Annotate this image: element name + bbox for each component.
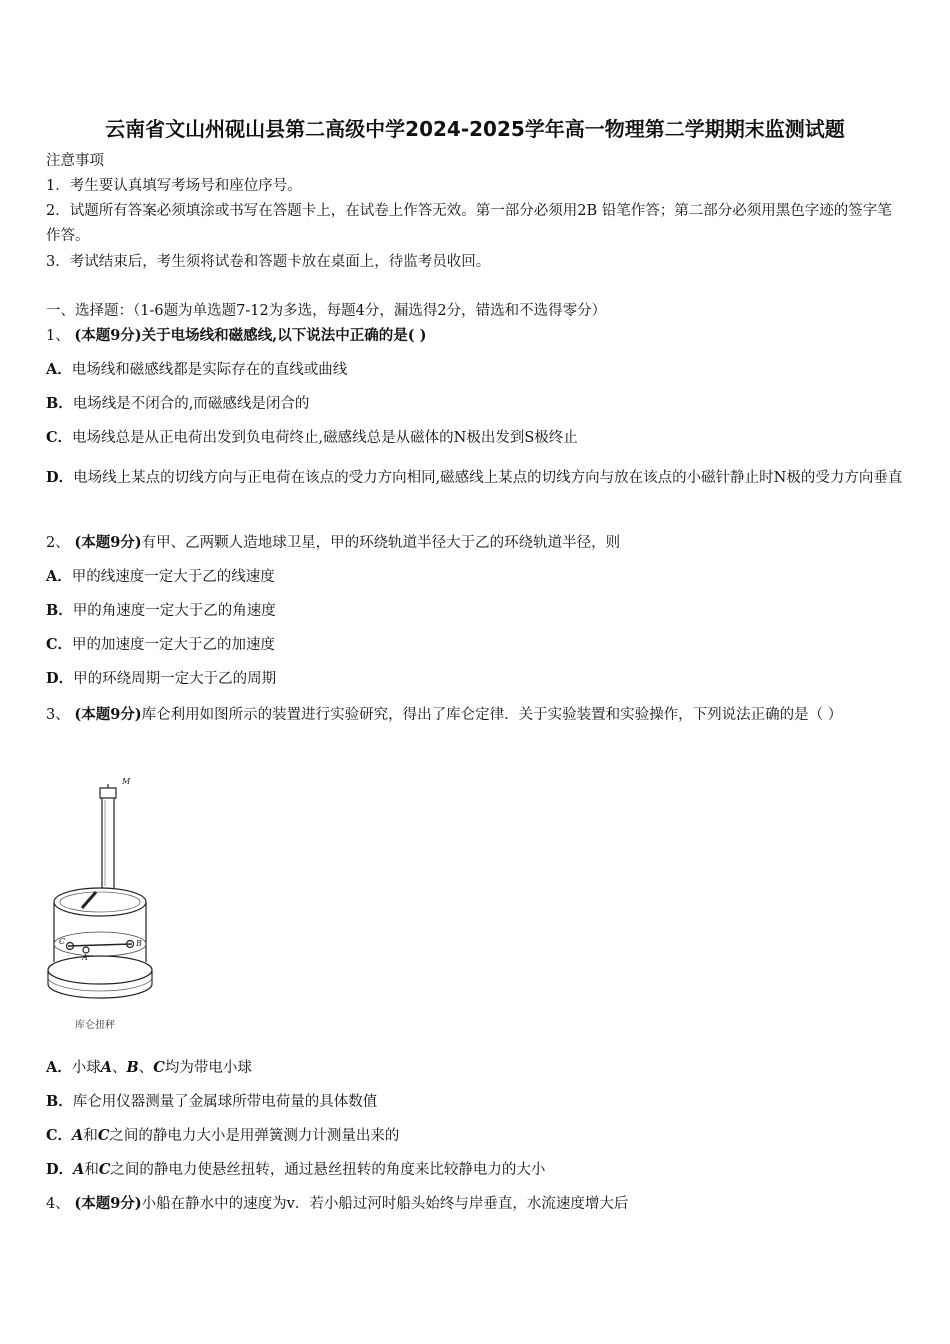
option-letter: B． <box>46 395 73 412</box>
question-score: (本题9分) <box>74 706 142 723</box>
conj: 和 <box>84 1162 99 1178</box>
notice-item-2: 2．试题所有答案必须填涂或书写在答题卡上，在试卷上作答无效。第一部分必须用2B 铅笔作答；第二部分必须用黑色字迹的签字笔作答。 <box>46 203 892 244</box>
question-score: (本题9分) <box>74 1195 142 1212</box>
option-text-post: 均为带电小球 <box>164 1060 252 1076</box>
var-c: C <box>98 1161 111 1178</box>
option-letter: C． <box>46 429 73 446</box>
torsion-head <box>100 788 116 798</box>
question-score: (本题9分) <box>74 534 142 551</box>
option-text-post: 之间的静电力大小是用弹簧测力计测量出来的 <box>109 1128 400 1144</box>
option-text: 甲的加速度一定大于乙的加速度 <box>72 637 276 653</box>
q2-option-a <box>46 567 275 587</box>
q2-option-d <box>46 669 276 689</box>
var-c: C <box>153 1059 165 1076</box>
page-title: 云南省文山州砚山县第二高级中学2024-2025学年高一物理第二学期期末监测试题 <box>105 117 845 141</box>
question-1-stem <box>46 326 426 346</box>
q3-option-c <box>46 1126 399 1146</box>
notice-heading: 注意事项 <box>46 153 104 169</box>
option-text-pre: 小球 <box>71 1060 101 1076</box>
q3-option-a <box>46 1058 252 1078</box>
option-text: 库仑用仪器测量了金属球所带电荷量的具体数值 <box>72 1094 378 1110</box>
option-letter: A． <box>46 568 72 585</box>
q1-option-c <box>46 428 578 448</box>
label-a: A <box>82 953 88 962</box>
label-m: M <box>122 777 131 786</box>
option-text: 甲的环绕周期一定大于乙的周期 <box>73 671 277 687</box>
var-b: B <box>126 1059 139 1076</box>
option-text: 电场线上某点的切线方向与正电荷在该点的受力方向相同,磁感线上某点的切线方向与放在该点的小磁针静止时N极的受力方向垂直 <box>73 470 903 486</box>
conj: 和 <box>83 1128 98 1144</box>
question-text: 库仑利用如图所示的装置进行实验研究，得出了库仑定律．关于实验装置和实验操作，下列说法正确的是（ ） <box>141 707 843 723</box>
option-text: 甲的角速度一定大于乙的角速度 <box>72 603 276 619</box>
q1-option-b <box>46 394 309 414</box>
question-2-stem <box>46 533 620 553</box>
question-text: 小船在静水中的速度为v．若小船过河时船头始终与岸垂直，水流速度增大后 <box>141 1196 629 1212</box>
option-letter: C． <box>46 636 73 653</box>
question-number: 3、 <box>46 707 70 723</box>
option-text: 电场线总是从正电荷出发到负电荷终止,磁感线总是从磁体的N极出发到S极终止 <box>72 430 578 446</box>
option-text: 电场线和磁感线都是实际存在的直线或曲线 <box>71 362 348 378</box>
option-letter: D． <box>46 1161 74 1178</box>
balance-beam <box>68 944 132 946</box>
separator: 、 <box>112 1060 127 1076</box>
option-letter: A． <box>46 361 72 378</box>
var-a: A <box>100 1059 113 1076</box>
option-letter: B． <box>46 1093 73 1110</box>
option-letter: A． <box>46 1059 72 1076</box>
notice-item-3: 3．考试结束后，考生须将试卷和答题卡放在桌面上，待监考员收回。 <box>46 254 491 270</box>
question-number: 2、 <box>46 535 70 551</box>
option-text: 甲的线速度一定大于乙的线速度 <box>71 569 275 585</box>
figure-caption: 库仑扭秤 <box>75 1020 115 1031</box>
option-letter: B． <box>46 602 73 619</box>
question-text: 有甲、乙两颗人造地球卫星，甲的环绕轨道半径大于乙的环绕轨道半径，则 <box>141 535 621 551</box>
option-text: 电场线是不闭合的,而磁感线是闭合的 <box>72 396 310 412</box>
question-4-stem <box>46 1194 628 1214</box>
option-letter: C． <box>46 1127 73 1144</box>
separator: 、 <box>138 1060 154 1076</box>
notice-item-1: 1．考生要认真填写考场号和座位序号。 <box>46 178 302 194</box>
question-number: 4、 <box>46 1196 70 1212</box>
q2-option-c <box>46 635 275 655</box>
coulomb-torsion-balance-figure <box>46 774 161 1036</box>
var-a: A <box>72 1127 84 1144</box>
question-3-stem <box>46 697 906 733</box>
var-a: A <box>73 1161 85 1178</box>
question-score: (本题9分) <box>74 327 142 344</box>
torsion-balance-drawing <box>46 774 161 1036</box>
option-letter: D． <box>46 469 74 486</box>
q1-option-d <box>46 460 906 496</box>
label-c: C <box>59 937 66 946</box>
question-number: 1、 <box>46 328 70 344</box>
option-text-post: 之间的静电力使悬丝扭转，通过悬丝扭转的角度来比较静电力的大小 <box>110 1162 546 1178</box>
q3-option-b <box>46 1092 377 1112</box>
q1-option-a <box>46 360 347 380</box>
q2-option-b <box>46 601 276 621</box>
section-heading: 一、选择题：（1-6题为单选题7-12为多选，每题4分，漏选得2分，错选和不选得零分） <box>46 303 607 319</box>
question-text: 关于电场线和磁感线,以下说法中正确的是( ) <box>141 327 427 344</box>
var-c: C <box>97 1127 110 1144</box>
q3-option-d <box>46 1160 545 1180</box>
label-b: B <box>136 939 142 948</box>
option-letter: D． <box>46 670 74 687</box>
